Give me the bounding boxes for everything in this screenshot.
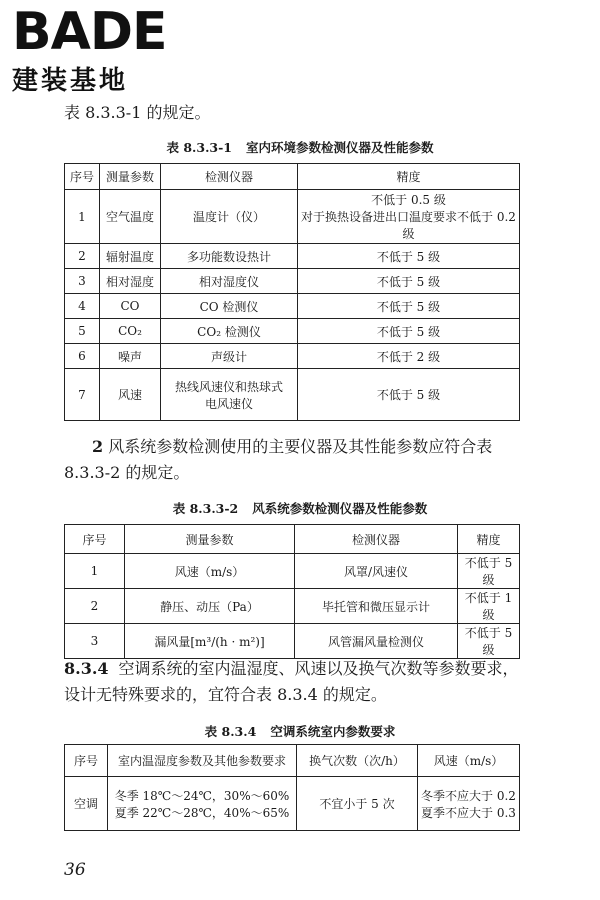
table2-caption — [0, 499, 600, 517]
table-row — [65, 777, 520, 831]
page-number: 36 — [64, 860, 86, 880]
table1 — [64, 163, 520, 421]
table-cell: 风速（m/s） — [125, 554, 295, 589]
table1-caption-num: 表 8.3.3-1 — [166, 140, 233, 155]
table-row — [65, 344, 520, 369]
table-cell: 静压、动压（Pa） — [125, 589, 295, 624]
table-row — [65, 319, 520, 344]
table-header-cell: 序号 — [65, 745, 108, 777]
table-cell — [161, 369, 298, 421]
table-cell: CO₂ 检测仪 — [161, 319, 298, 344]
table-row — [65, 369, 520, 421]
table-cell: 不低于 5 级 — [298, 294, 520, 319]
table-header-row — [65, 164, 520, 190]
table-cell — [108, 777, 297, 831]
logo — [12, 2, 167, 97]
table2-caption-title: 风系统参数检测仪器及性能参数 — [252, 501, 428, 516]
table-cell: 3 — [65, 269, 100, 294]
table-cell: 温度计（仪） — [161, 190, 298, 244]
table-header-cell: 序号 — [65, 164, 100, 190]
cell-line: 夏季不应大于 0.3 — [421, 805, 516, 820]
table-header-cell: 换气次数（次/h） — [297, 745, 418, 777]
table-cell: 不低于 5 级 — [458, 554, 520, 589]
table-cell: 相对湿度 — [100, 269, 161, 294]
table-cell: 毕托管和微压显示计 — [295, 589, 458, 624]
table3 — [64, 744, 520, 831]
cell-line: 冬季 18℃～24℃，30%～60% — [114, 788, 290, 803]
table3-caption — [0, 722, 600, 740]
table-header-cell: 精度 — [458, 525, 520, 554]
paragraph-2 — [64, 434, 534, 486]
table-header-cell: 测量参数 — [125, 525, 295, 554]
cell-line: 夏季 22℃～28℃，40%～65% — [114, 805, 290, 820]
paragraph-3 — [64, 656, 534, 708]
table-row — [65, 244, 520, 269]
table-cell: 多功能数设热计 — [161, 244, 298, 269]
cell-line: 对于换热设备进出口温度要求不低于 0.2 级 — [301, 210, 516, 241]
table-cell: 不低于 5 级 — [298, 269, 520, 294]
table-header-row — [65, 525, 520, 554]
table-cell: 1 — [65, 190, 100, 244]
table-cell: 2 — [65, 589, 125, 624]
table-cell: 噪声 — [100, 344, 161, 369]
table-cell: 5 — [65, 319, 100, 344]
table-header-row — [65, 745, 520, 777]
logo-cjk: 建装基地 — [12, 66, 129, 96]
table-header-cell: 室内温湿度参数及其他参数要求 — [108, 745, 297, 777]
table-cell: 3 — [65, 624, 125, 659]
table-cell: 不低于 5 级 — [298, 369, 520, 421]
intro-text: 表 8.3.3-1 的规定。 — [64, 103, 211, 122]
table2 — [64, 524, 520, 659]
table-row — [65, 589, 520, 624]
paragraph-3-text: 空调系统的室内温湿度、风速以及换气次数等参数要求，设计无特殊要求的，宜符合表 8.3.4 的规定。 — [64, 659, 519, 704]
table-cell: 空气温度 — [100, 190, 161, 244]
table-header-cell: 精度 — [298, 164, 520, 190]
table-cell: CO 检测仪 — [161, 294, 298, 319]
table1-caption — [0, 138, 600, 156]
cell-line: 热线风速仪和热球式 — [174, 379, 283, 394]
cell-line: 冬季不应大于 0.2 — [421, 788, 516, 803]
table-row — [65, 624, 520, 659]
table-row — [65, 269, 520, 294]
table-row — [65, 190, 520, 244]
table2-caption-num: 表 8.3.3-2 — [172, 501, 239, 516]
table-cell: 相对湿度仪 — [161, 269, 298, 294]
table-cell — [418, 777, 520, 831]
table-cell: 风管漏风量检测仪 — [295, 624, 458, 659]
table-cell: 不低于 2 级 — [298, 344, 520, 369]
table-row — [65, 554, 520, 589]
table-cell — [298, 190, 520, 244]
table-cell: 风速 — [100, 369, 161, 421]
table-cell: 不低于 5 级 — [298, 319, 520, 344]
table-header-cell: 风速（m/s） — [418, 745, 520, 777]
table-cell: 空调 — [65, 777, 108, 831]
table-header-cell: 测量参数 — [100, 164, 161, 190]
paragraph-3-num: 8.3.4 — [64, 659, 109, 678]
paragraph-2-text: 风系统参数检测使用的主要仪器及其性能参数应符合表 8.3.3-2 的规定。 — [64, 437, 493, 482]
table1-caption-title: 室内环境参数检测仪器及性能参数 — [246, 140, 434, 155]
table-cell: 声级计 — [161, 344, 298, 369]
cell-line: 电风速仪 — [204, 396, 253, 411]
table-cell: 不低于 1 级 — [458, 589, 520, 624]
table-header-cell: 检测仪器 — [295, 525, 458, 554]
table-cell: 风罩/风速仪 — [295, 554, 458, 589]
table-cell: 4 — [65, 294, 100, 319]
table-cell: 漏风量[m³/(h · m²)] — [125, 624, 295, 659]
table3-caption-num: 表 8.3.4 — [204, 724, 257, 739]
cell-line: 不低于 0.5 级 — [371, 193, 446, 207]
table-header-cell: 序号 — [65, 525, 125, 554]
table-header-cell: 检测仪器 — [161, 164, 298, 190]
table-cell: CO — [100, 294, 161, 319]
table-cell: 6 — [65, 344, 100, 369]
table-row — [65, 294, 520, 319]
table-cell: 2 — [65, 244, 100, 269]
table-cell: 不低于 5 级 — [298, 244, 520, 269]
table-cell: CO₂ — [100, 319, 161, 344]
table3-caption-title: 空调系统室内参数要求 — [270, 724, 396, 739]
table-cell: 7 — [65, 369, 100, 421]
table-cell: 不宜小于 5 次 — [297, 777, 418, 831]
table-cell: 不低于 5 级 — [458, 624, 520, 659]
table-cell: 辐射温度 — [100, 244, 161, 269]
table-cell: 1 — [65, 554, 125, 589]
paragraph-2-num: 2 — [92, 437, 104, 456]
logo-latin: BADE — [12, 2, 167, 62]
